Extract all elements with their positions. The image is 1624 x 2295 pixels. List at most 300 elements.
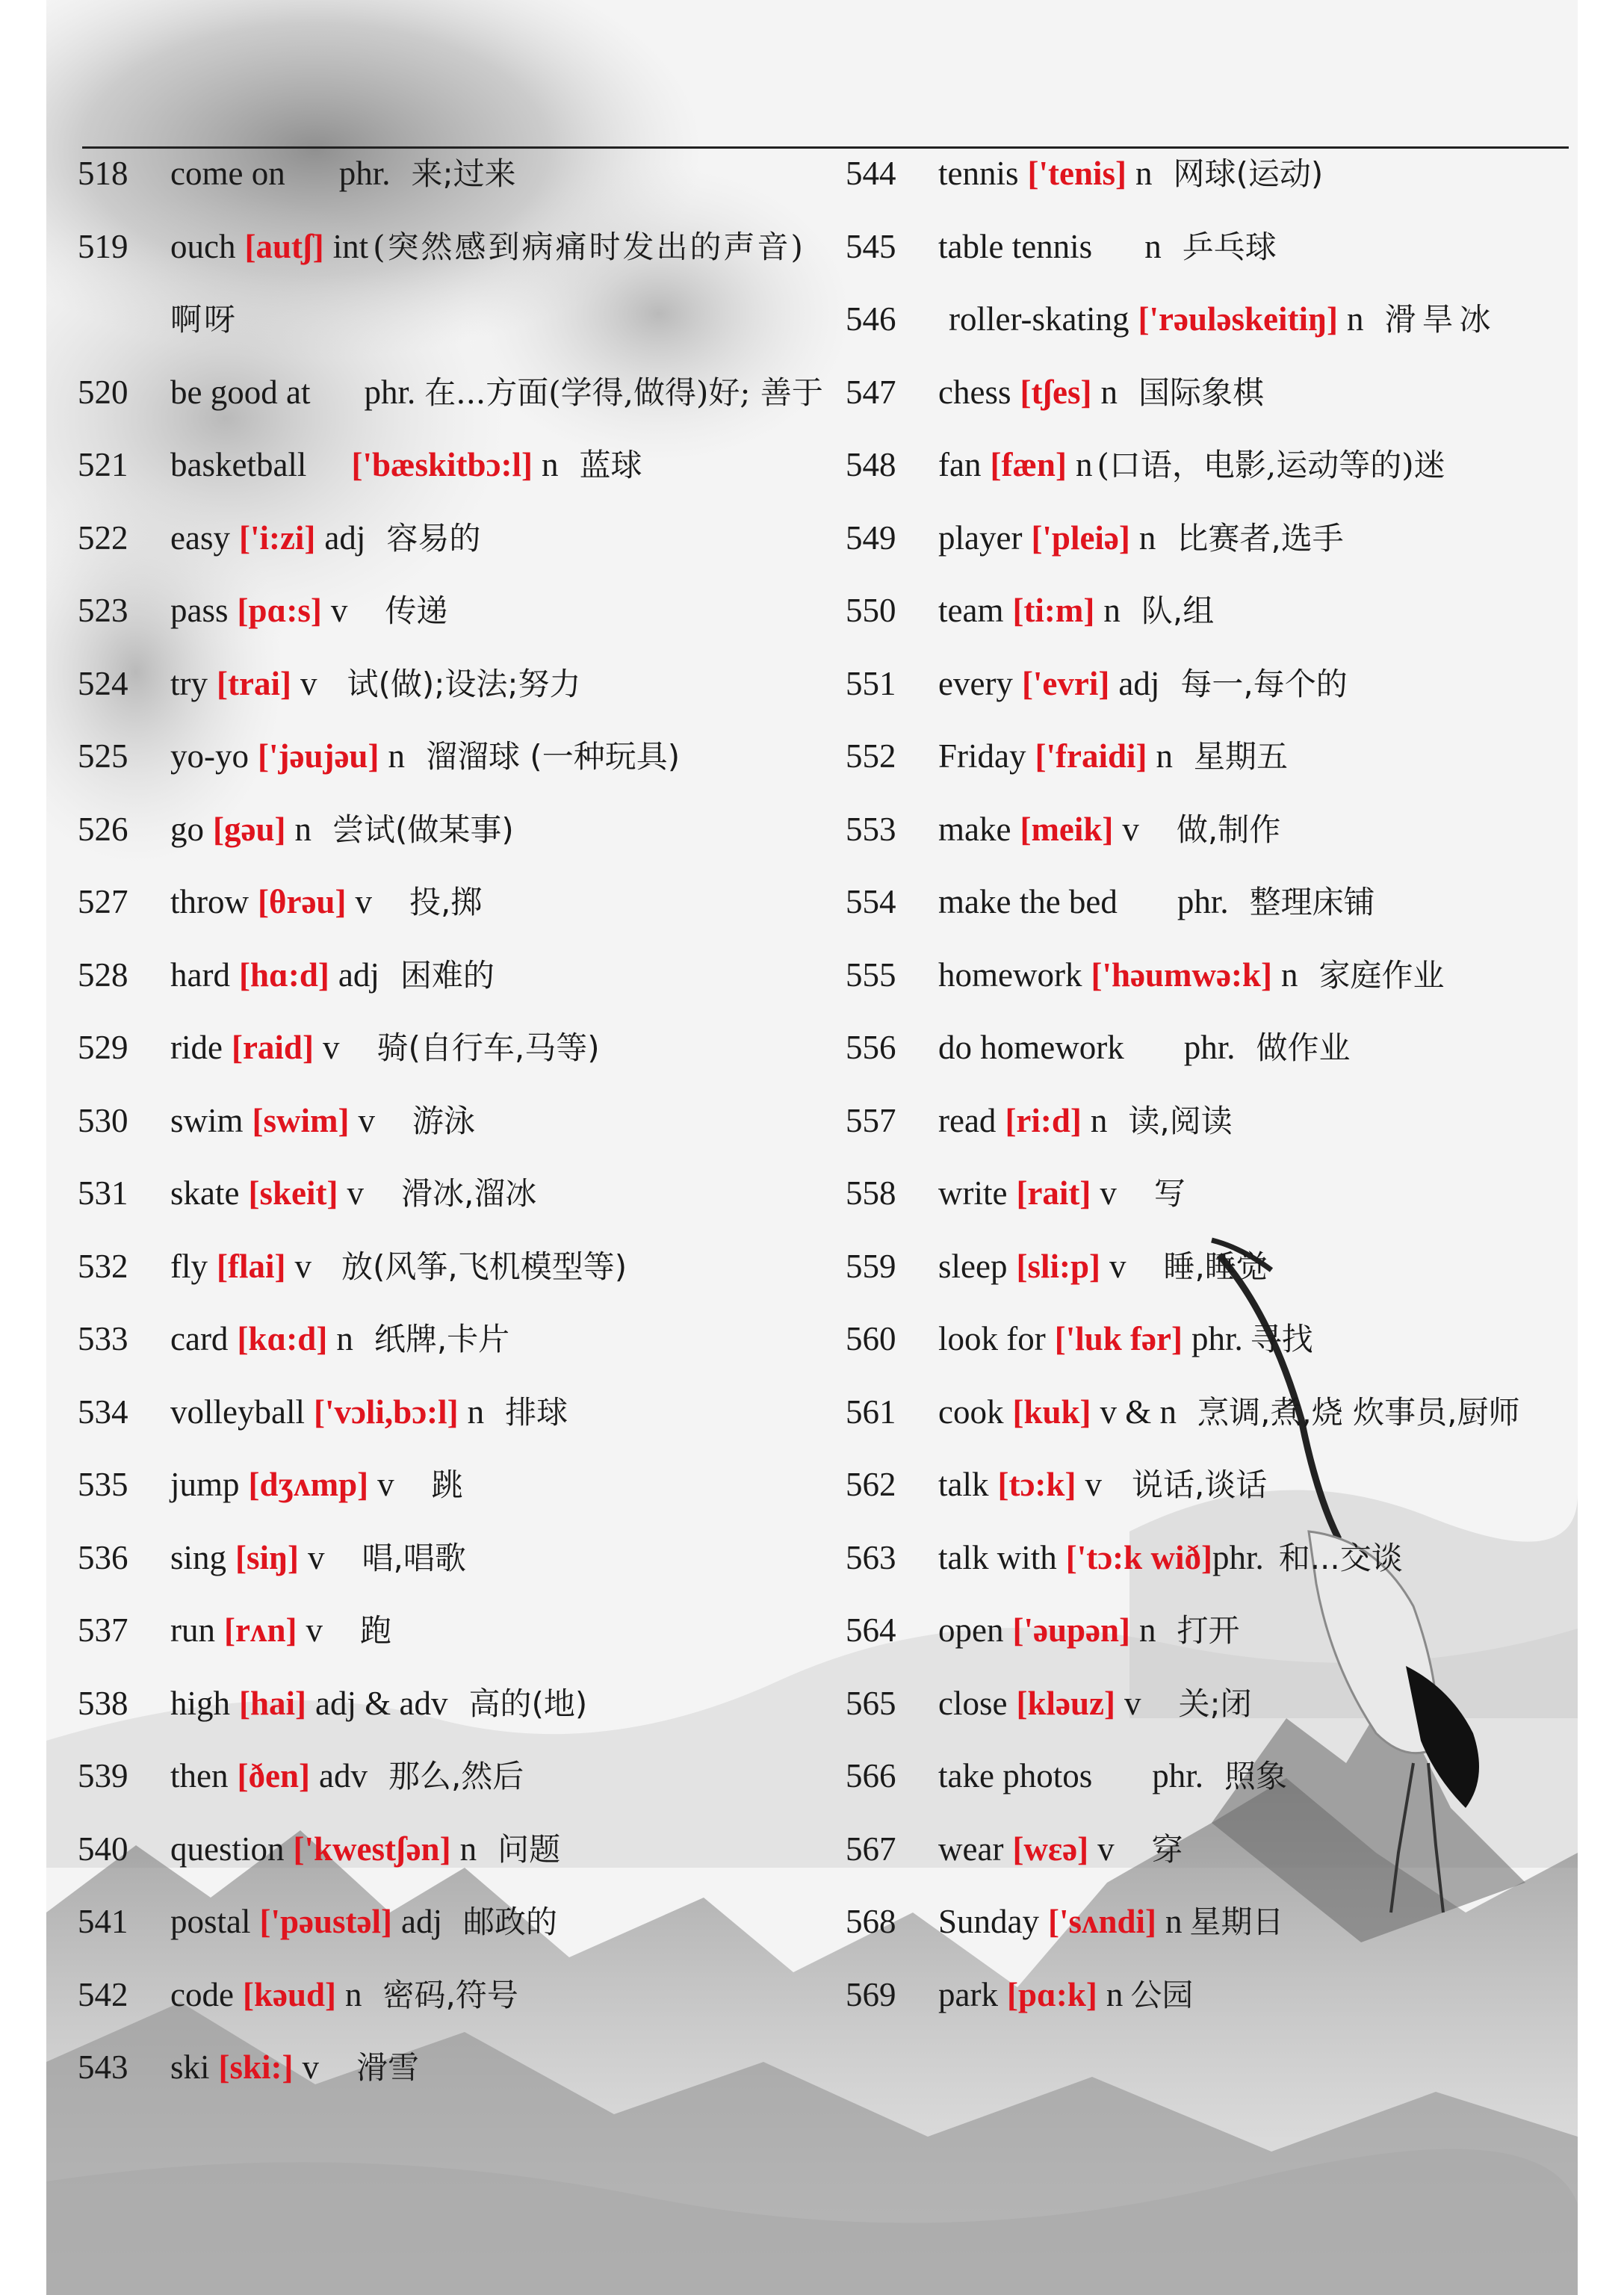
entry-pos: v: [1109, 1247, 1126, 1285]
list-item: [846, 1886, 1578, 1959]
entry-phonetic: [kləuz]: [1016, 1684, 1115, 1722]
entry-pos: adj: [338, 956, 379, 994]
entry-meaning: 照象: [1224, 1758, 1287, 1794]
entry-number: 555: [846, 956, 896, 994]
entry-word: come on: [170, 155, 285, 192]
entry-number: 548: [846, 446, 896, 483]
entry-meaning: 滑旱冰: [1384, 301, 1497, 338]
entry-phonetic: [ri:d]: [1005, 1101, 1082, 1139]
entry-number: 536: [78, 1538, 128, 1576]
entry-meaning: 投,掷: [409, 884, 483, 920]
list-item: [846, 1959, 1578, 2032]
entry-number: 562: [846, 1466, 896, 1503]
entry-word: every: [938, 664, 1013, 702]
list-item: [78, 1740, 825, 1813]
entry-pos: adj: [400, 1903, 442, 1940]
list-item: [78, 1449, 825, 1522]
list-item: [78, 793, 825, 867]
entry-pos: v: [1122, 810, 1139, 848]
list-item: [846, 648, 1578, 721]
entry-word: table tennis: [938, 227, 1093, 265]
list-item: [78, 1886, 825, 1959]
entry-pos: v: [1124, 1684, 1141, 1722]
list-item: [846, 720, 1578, 793]
entry-phonetic: ['pleiə]: [1031, 518, 1130, 557]
entry-number: 540: [78, 1830, 128, 1868]
entry-meaning: 家庭作业: [1318, 956, 1445, 994]
list-item: [846, 1740, 1578, 1813]
entry-word: question: [170, 1830, 285, 1868]
entry-meaning: 困难的: [400, 956, 495, 994]
entry-number: 539: [78, 1757, 128, 1794]
entry-word: swim: [170, 1101, 244, 1139]
entry-meaning: 网球(运动): [1173, 155, 1324, 192]
entry-number: 535: [78, 1466, 128, 1503]
entry-phonetic: ['əupən]: [1012, 1611, 1130, 1649]
entry-meaning: 和...交谈: [1278, 1539, 1403, 1576]
list-item: [78, 1230, 825, 1304]
entry-number: 518: [78, 155, 128, 192]
entry-word: easy: [170, 518, 230, 557]
entry-pos: phr.: [364, 373, 416, 411]
entry-meaning: 读,阅读: [1128, 1102, 1233, 1139]
entry-number: 559: [846, 1247, 896, 1285]
entry-phonetic: ['bæskitbɔ:l]: [351, 446, 533, 483]
list-item: [78, 429, 825, 502]
entry-number: 558: [846, 1174, 896, 1212]
entry-word: throw: [170, 883, 249, 920]
entry-pos: n: [1138, 518, 1156, 557]
entry-phonetic: [pɑ:k]: [1006, 1975, 1097, 2013]
entry-meaning: 唱,唱歌: [362, 1539, 466, 1576]
entry-number: 557: [846, 1101, 896, 1139]
entry-phonetic: ['tenis]: [1027, 155, 1126, 192]
entry-number: 547: [846, 373, 896, 411]
entry-word: run: [170, 1611, 215, 1649]
entry-pos: n: [541, 446, 559, 483]
entry-word: homework: [938, 956, 1082, 994]
entry-pos: v: [1085, 1466, 1102, 1503]
entry-word: sing: [170, 1538, 227, 1576]
list-item: [78, 1085, 825, 1158]
list-item: [78, 1813, 825, 1886]
entry-word: ouch: [170, 227, 236, 265]
entry-word: cook: [938, 1393, 1004, 1431]
entry-pos: n: [344, 1975, 362, 2013]
entry-number: 543: [78, 2048, 128, 2086]
entry-phonetic: [θrəu]: [258, 883, 347, 920]
list-item: [78, 1376, 825, 1449]
list-item: [846, 1085, 1578, 1158]
entry-number: 556: [846, 1029, 896, 1066]
entry-word: close: [938, 1684, 1008, 1722]
entry-meaning: 滑冰,溜冰: [400, 1175, 537, 1212]
entry-pos: n: [1135, 155, 1153, 192]
entry-pos: v: [294, 1247, 312, 1285]
entry-word: take photos: [938, 1757, 1093, 1794]
list-item: [78, 137, 825, 211]
entry-pos: v: [330, 592, 348, 629]
entry-pos: n: [467, 1393, 485, 1431]
entry-number: 552: [846, 737, 896, 775]
entry-pos: n: [1106, 1975, 1124, 2013]
entry-phonetic: [pɑ:s]: [237, 592, 322, 629]
entry-word: talk with: [938, 1538, 1057, 1576]
entry-word: basketball: [170, 446, 307, 483]
entry-meaning: 公园: [1130, 1976, 1194, 2013]
list-item: [846, 1449, 1578, 1522]
entry-meaning: 在...方面(学得,做得)好; 善于: [424, 374, 823, 411]
entry-phonetic: [ðen]: [237, 1757, 310, 1794]
entry-pos: n: [336, 1320, 353, 1357]
list-item: [846, 211, 1578, 284]
entry-phonetic: [kəud]: [242, 1975, 336, 2013]
entry-pos: v: [1097, 1830, 1115, 1868]
entry-phonetic: [tʃes]: [1020, 373, 1092, 411]
entry-pos: n: [459, 1830, 477, 1868]
entry-number: 521: [78, 446, 128, 483]
entry-meaning: 试(做);设法;努力: [347, 665, 581, 702]
entry-word: Sunday: [938, 1903, 1039, 1940]
entry-word: high: [170, 1684, 231, 1722]
entry-number: 529: [78, 1029, 128, 1066]
list-item: [846, 1376, 1578, 1449]
entry-number: 538: [78, 1684, 128, 1722]
entry-word: chess: [938, 373, 1011, 411]
entry-pos: v: [358, 1101, 375, 1139]
list-item: [846, 1813, 1578, 1886]
entry-pos: v & n: [1100, 1393, 1177, 1431]
entry-pos: adv: [318, 1757, 368, 1794]
entry-word: then: [170, 1757, 229, 1794]
vocab-column-left: [78, 137, 825, 2104]
entry-meaning: 密码,符号: [382, 1976, 518, 2013]
list-item: [846, 1594, 1578, 1667]
entry-word: ride: [170, 1029, 223, 1066]
list-item: [78, 1522, 825, 1595]
entry-pos: phr.: [1177, 883, 1229, 920]
entry-word: yo-yo: [170, 737, 249, 775]
entry-pos: phr.: [1183, 1029, 1236, 1066]
list-item: [846, 1012, 1578, 1085]
entry-phonetic: [gəu]: [213, 810, 286, 848]
entry-phonetic: ['evri]: [1021, 664, 1110, 702]
list-item: [846, 429, 1578, 502]
entry-meaning: 烹调,煮,烧 炊事员,厨师: [1197, 1393, 1520, 1431]
entry-number: 525: [78, 737, 128, 775]
entry-pos: n: [1075, 446, 1093, 483]
entry-phonetic: [hɑ:d]: [238, 956, 329, 994]
entry-word: fly: [170, 1247, 208, 1285]
entry-phonetic: [raid]: [231, 1029, 314, 1066]
entry-meaning: 溜溜球 (一种玩具): [425, 738, 681, 775]
list-item: [846, 1667, 1578, 1741]
entry-phonetic: [wεə]: [1012, 1830, 1089, 1868]
entry-pos: n: [1346, 300, 1364, 338]
entry-word: jump: [170, 1466, 240, 1503]
list-item: [846, 939, 1578, 1012]
vocab-column-right: [846, 137, 1578, 2031]
entry-word: talk: [938, 1466, 989, 1503]
entry-word: be good at: [170, 373, 311, 411]
entry-phonetic: [flai]: [217, 1247, 286, 1285]
entry-word: look for: [938, 1320, 1046, 1357]
entry-number: 569: [846, 1975, 896, 2013]
entry-meaning: 排球: [505, 1393, 568, 1431]
entry-pos: v: [308, 1538, 325, 1576]
entry-meaning: 传递: [385, 592, 448, 629]
list-item: [846, 574, 1578, 648]
entry-pos: n: [1090, 1101, 1108, 1139]
entry-pos: v: [377, 1466, 394, 1503]
entry-meaning: 问题: [498, 1830, 561, 1868]
list-item: [78, 2031, 825, 2104]
entry-meaning: 高的(地): [468, 1685, 588, 1722]
entry-word: park: [938, 1975, 998, 2013]
entry-phonetic: [fæn]: [990, 446, 1067, 483]
entry-word: fan: [938, 446, 982, 483]
list-item: [78, 1667, 825, 1741]
entry-number: 550: [846, 592, 896, 629]
entry-number: 531: [78, 1174, 128, 1212]
entry-pos: n: [388, 737, 405, 775]
entry-pos: phr.: [1212, 1538, 1264, 1576]
entry-pos: phr.: [1191, 1320, 1243, 1357]
entry-pos: adj: [324, 518, 366, 557]
entry-word: team: [938, 592, 1004, 629]
list-item: [78, 1157, 825, 1230]
entry-number: 523: [78, 592, 128, 629]
entry-pos: v: [355, 883, 372, 920]
entry-pos: v: [347, 1174, 364, 1212]
entry-number: 549: [846, 518, 896, 557]
entry-word: code: [170, 1975, 234, 2013]
entry-meaning: 穿: [1151, 1830, 1183, 1868]
entry-number: 551: [846, 664, 896, 702]
entry-pos: n: [1280, 956, 1298, 994]
entry-number: 565: [846, 1684, 896, 1722]
list-item: [78, 939, 825, 1012]
entry-phonetic: [dʒʌmp]: [248, 1466, 369, 1503]
list-item: [78, 1303, 825, 1376]
page: [46, 0, 1578, 2295]
entry-phonetic: [ti:m]: [1012, 592, 1095, 629]
entry-word: go: [170, 810, 204, 848]
entry-pos: v: [322, 1029, 340, 1066]
entry-word: wear: [938, 1830, 1004, 1868]
entry-meaning: 跳: [431, 1466, 463, 1503]
entry-number: 532: [78, 1247, 128, 1285]
entry-number: 546: [846, 300, 896, 338]
list-item: [846, 283, 1578, 356]
entry-phonetic: ['pəustəl]: [259, 1903, 392, 1940]
list-item: [846, 866, 1578, 939]
entry-phonetic: [trai]: [217, 664, 291, 702]
entry-meaning: 蓝球: [579, 447, 642, 483]
entry-word: read: [938, 1101, 997, 1139]
entry-meaning: 寻找: [1250, 1321, 1313, 1357]
entry-number: 564: [846, 1611, 896, 1649]
entry-number: 528: [78, 956, 128, 994]
entry-number: 541: [78, 1903, 128, 1940]
entry-pos: adj & adv: [315, 1684, 448, 1722]
list-item: [846, 137, 1578, 211]
entry-pos: n: [1165, 1903, 1183, 1940]
entry-phonetic: ['fraidi]: [1035, 737, 1147, 775]
entry-word: do homework: [938, 1029, 1124, 1066]
entry-phonetic: [ski:]: [218, 2048, 294, 2086]
entry-pos: phr.: [338, 155, 391, 192]
entry-meaning: 容易的: [386, 519, 481, 557]
list-item: [78, 720, 825, 793]
entry-meaning: 做,制作: [1176, 811, 1281, 848]
entry-phonetic: ['vɔli,bɔ:l]: [313, 1393, 459, 1431]
entry-meaning: 星期日: [1189, 1904, 1284, 1940]
entry-number: 522: [78, 518, 128, 557]
entry-number: 567: [846, 1830, 896, 1868]
entry-meaning: (突然感到病痛时发出的声音)啊呀: [170, 228, 805, 338]
entry-meaning: 打开: [1177, 1612, 1240, 1649]
entry-phonetic: [tɔ:k]: [997, 1466, 1076, 1503]
entry-pos: v: [306, 1611, 323, 1649]
entry-meaning: 做作业: [1256, 1029, 1351, 1066]
list-item: [846, 1157, 1578, 1230]
entry-phonetic: [meik]: [1020, 810, 1114, 848]
entry-meaning: 纸牌,卡片: [374, 1321, 510, 1357]
list-item: [846, 1230, 1578, 1304]
entry-phonetic: ['luk fər]: [1054, 1320, 1183, 1357]
entry-phonetic: ['i:zi]: [238, 518, 316, 557]
list-item: [846, 502, 1578, 575]
entry-meaning: 尝试(做某事): [332, 811, 514, 848]
entry-pos: n: [1156, 737, 1173, 775]
entry-pos: v: [1100, 1174, 1117, 1212]
entry-phonetic: [hai]: [239, 1684, 307, 1722]
entry-number: 526: [78, 810, 128, 848]
list-item: [78, 1012, 825, 1085]
entry-number: 537: [78, 1611, 128, 1649]
entry-phonetic: [sli:p]: [1016, 1247, 1100, 1285]
entry-meaning: 乒乓球: [1182, 228, 1277, 265]
entry-number: 530: [78, 1101, 128, 1139]
entry-number: 524: [78, 664, 128, 702]
entry-pos: int: [332, 227, 369, 265]
entry-pos: n: [294, 810, 312, 848]
entry-phonetic: [swim]: [252, 1101, 350, 1139]
list-item: [78, 1594, 825, 1667]
entry-word: tennis: [938, 155, 1019, 192]
entry-phonetic: ['jəujəu]: [258, 737, 379, 775]
entry-word: postal: [170, 1903, 251, 1940]
list-item: [846, 793, 1578, 867]
entry-phonetic: ['tɔ:k wið]: [1065, 1538, 1212, 1576]
entry-pos: n: [1144, 227, 1162, 265]
entry-number: 519: [78, 227, 128, 265]
entry-meaning: 骑(自行车,马等): [376, 1029, 600, 1066]
entry-meaning: 游泳: [412, 1102, 475, 1139]
entry-meaning: 睡,睡觉: [1163, 1248, 1268, 1285]
entry-word: hard: [170, 956, 230, 994]
entry-meaning: 放(风筝,飞机模型等): [341, 1248, 627, 1285]
entry-pos: n: [1100, 373, 1118, 411]
list-item: [846, 356, 1578, 430]
entry-word: try: [170, 664, 208, 702]
entry-number: 520: [78, 373, 128, 411]
entry-phonetic: ['həumwə:k]: [1091, 956, 1272, 994]
entry-meaning: 比赛者,选手: [1177, 519, 1344, 557]
entry-phonetic: [rait]: [1016, 1174, 1091, 1212]
entry-number: 553: [846, 810, 896, 848]
entry-number: 542: [78, 1975, 128, 2013]
entry-number: 568: [846, 1903, 896, 1940]
entry-meaning: 来;过来: [411, 155, 516, 192]
entry-pos: n: [1103, 592, 1121, 629]
entry-meaning: 队,组: [1141, 592, 1215, 629]
entry-meaning: 整理床铺: [1249, 884, 1375, 920]
entry-word: ski: [170, 2048, 210, 2086]
entry-word: write: [938, 1174, 1008, 1212]
entry-number: 566: [846, 1757, 896, 1794]
list-item: [78, 356, 825, 430]
entry-phonetic: [kuk]: [1012, 1393, 1091, 1431]
entry-meaning: 那么,然后: [388, 1758, 524, 1794]
entry-word: volleyball: [170, 1393, 305, 1431]
entry-phonetic: [rʌn]: [224, 1611, 297, 1649]
entry-meaning: 星期五: [1193, 738, 1288, 775]
list-item: [846, 1522, 1578, 1595]
list-item: [78, 866, 825, 939]
entry-meaning: 滑雪: [356, 2049, 420, 2086]
list-item: [846, 1303, 1578, 1376]
entry-pos: n: [1138, 1611, 1156, 1649]
entry-number: 545: [846, 227, 896, 265]
entry-phonetic: ['sʌndi]: [1048, 1903, 1157, 1940]
entry-number: 544: [846, 155, 896, 192]
entry-word: pass: [170, 592, 229, 629]
entry-meaning: 国际象棋: [1138, 374, 1265, 411]
entry-number: 533: [78, 1320, 128, 1357]
entry-phonetic: [siŋ]: [235, 1538, 300, 1576]
entry-phonetic: ['kwestʃən]: [293, 1830, 451, 1868]
entry-word: player: [938, 518, 1023, 557]
entry-word: sleep: [938, 1247, 1008, 1285]
entry-word: skate: [170, 1174, 240, 1212]
entry-phonetic: ['rəuləskeitiŋ]: [1138, 300, 1338, 338]
entry-word: make the bed: [938, 883, 1118, 920]
entry-pos: phr.: [1152, 1757, 1203, 1794]
entry-number: 561: [846, 1393, 896, 1431]
entry-pos: adj: [1118, 664, 1160, 702]
entry-meaning: 关;闭: [1178, 1685, 1252, 1722]
entry-number: 563: [846, 1538, 896, 1576]
entry-word: Friday: [938, 737, 1026, 775]
list-item: [78, 574, 825, 648]
entry-pos: v: [300, 664, 317, 702]
entry-number: 534: [78, 1393, 128, 1431]
entry-meaning: 邮政的: [462, 1904, 557, 1940]
entry-word: roller-skating: [949, 300, 1129, 338]
entry-number: 560: [846, 1320, 896, 1357]
entry-meaning: 说话,谈话: [1131, 1466, 1268, 1503]
entry-number: 554: [846, 883, 896, 920]
entry-word: make: [938, 810, 1011, 848]
entry-meaning: 每一,每个的: [1180, 665, 1348, 702]
entry-pos: v: [302, 2048, 320, 2086]
entry-phonetic: [skeit]: [248, 1174, 338, 1212]
entry-phonetic: [kɑ:d]: [237, 1320, 328, 1357]
list-item: [78, 502, 825, 575]
entry-number: 527: [78, 883, 128, 920]
